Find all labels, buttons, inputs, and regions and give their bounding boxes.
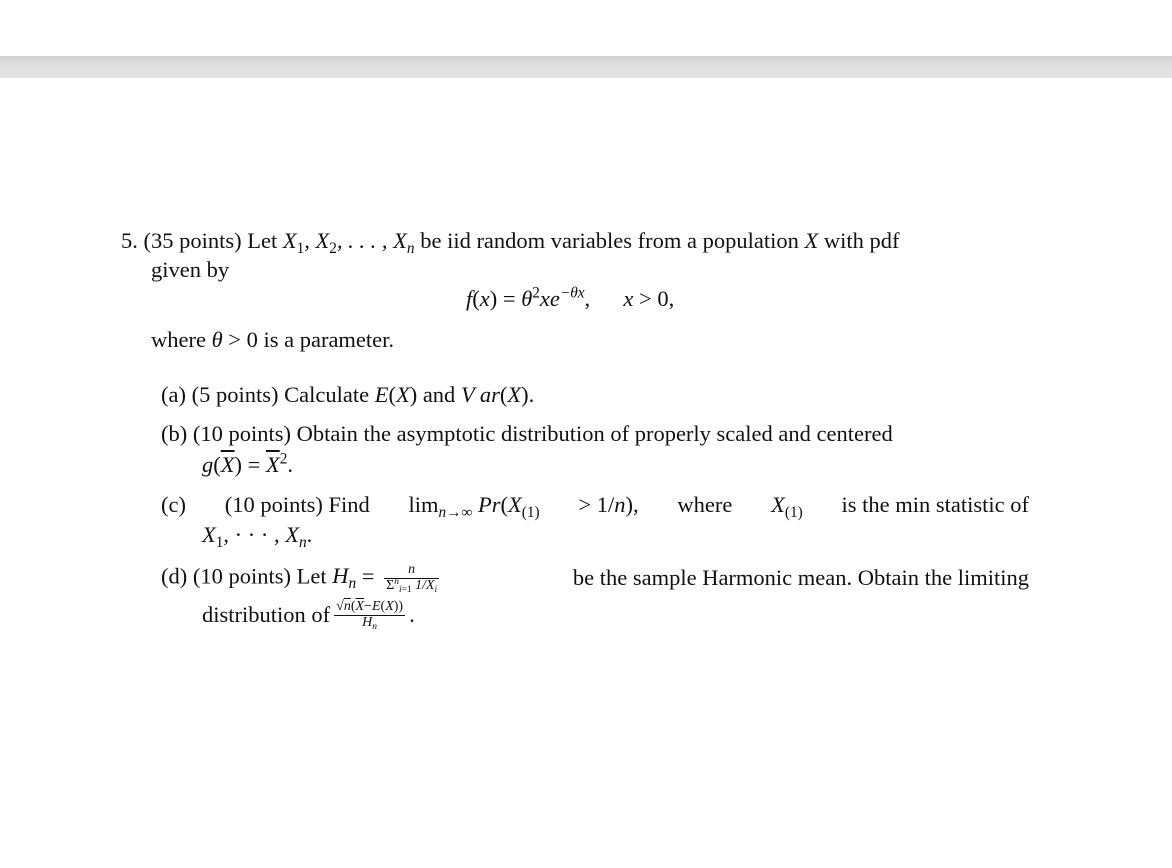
limiting-fraction: $\frac{√n(\overline{X}-E(X))}{H_n}$ (336, 599, 404, 632)
part-d-line2: distribution of $\frac{√n(\overline{X}-E(X))}{H_n}$ . (202, 599, 415, 632)
parameter-note: where θ > 0 is a parameter. (151, 327, 395, 352)
pdf-formula: $f(x) = \theta^2xe^{-\theta x}$, x > 0, (466, 284, 675, 311)
part-d-text-2: be the sample Harmonic mean. Obtain the limiting (572, 564, 1029, 590)
part-b (161, 423, 1029, 446)
problem-number: 5. (121, 228, 138, 253)
part-a-and: and (422, 382, 456, 407)
sample-variables: $X_1$, $X_2$, . . . , $X_n$ (282, 228, 415, 257)
part-a-label: (a) (161, 382, 186, 407)
problem-text-1: be iid random variables from a population (420, 228, 799, 253)
limit-expr: $\lim_{n\to\infty} Pr(X_{(1)}$ (408, 492, 540, 521)
part-c-where: where (677, 492, 733, 517)
part-b-label: (b) (161, 421, 188, 446)
part-c-sample: $X_1$, · · · , $X_n$. (202, 522, 313, 551)
part-d-distribution: distribution of (202, 601, 331, 627)
part-a-points: (5 points) Calculate (191, 382, 370, 407)
part-c-points: (10 points) Find (224, 492, 370, 517)
problem-intro-line (121, 228, 1029, 257)
part-d: (d) (10 points) Let $H_n$ = $\frac{n}{\Sigma^n_{i=1} 1/X_i}$ be the sample Harmonic mean. Obtain the limiting (161, 562, 1029, 595)
part-a: (a) (5 points) Calculate E(X) and V ar(X). (161, 382, 535, 407)
harmonic-mean-fraction: $\frac{n}{\Sigma^n_{i=1} 1/X_i}$ (386, 562, 438, 595)
problem-given-by: given by (151, 257, 230, 282)
part-d-label: (d) (161, 563, 188, 589)
part-d-text-1: (10 points) Let (192, 563, 327, 589)
part-c-min-text: is the min statistic of (841, 492, 1029, 517)
part-b-text: (10 points) Obtain the asymptotic distribution of properly scaled and centered (192, 421, 893, 446)
harmonic-mean-symbol: $H_n$ (332, 563, 357, 593)
part-c (161, 492, 1029, 521)
problem-points: (35 points) Let (143, 228, 278, 253)
population-variable: X (804, 228, 819, 253)
min-statistic: $X_{(1)}$ (771, 492, 803, 521)
expectation-expr: E (374, 382, 389, 407)
part-b-expression: $g(\overline{X}) = \overline{X}^2$. (202, 450, 293, 477)
problem-text-2: with pdf (823, 228, 900, 253)
variance-expr: V ar (460, 382, 500, 407)
part-c-gt: > 1/n), (578, 492, 639, 517)
part-c-label: (c) (161, 492, 186, 517)
